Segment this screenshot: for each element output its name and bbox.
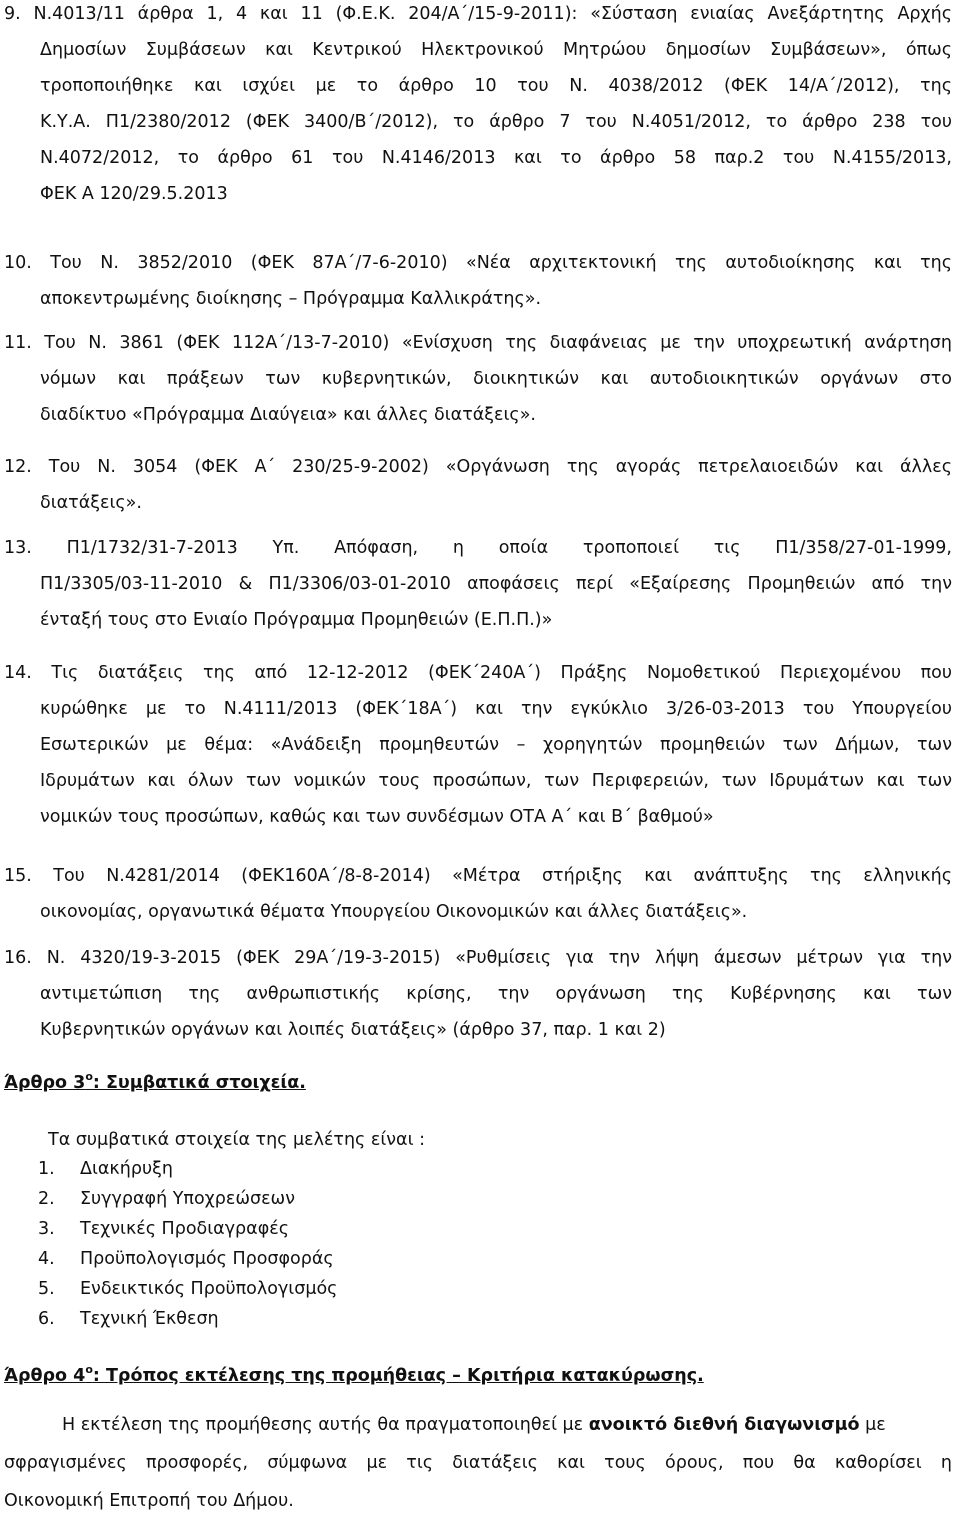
text-line: Δημοσίων Συμβάσεων και Κεντρικού Ηλεκτρονικού Μητρώου δημοσίων Συμβάσεων», όπως — [40, 40, 952, 60]
list-item-13 — [4, 530, 952, 638]
list-item — [38, 1304, 438, 1334]
text-line: 12. Του Ν. 3054 (ΦΕΚ Α΄ 230/25-9-2002) «Οργάνωση της αγοράς πετρελαιοειδών και άλλες — [4, 457, 952, 477]
article-3-intro: Τα συμβατικά στοιχεία της μελέτης είναι : — [48, 1130, 425, 1150]
list-number: 1. — [38, 1159, 55, 1179]
list-item-9 — [4, 0, 952, 212]
text-line: Π1/3305/03-11-2010 & Π1/3306/03-01-2010 αποφάσεις περί «Εξαίρεσης Προμηθειών από την — [40, 574, 952, 594]
text-line: 10. Του Ν. 3852/2010 (ΦΕΚ 87Α΄/7-6-2010) «Νέα αρχιτεκτονική της αυτοδιοίκησης και της — [4, 253, 952, 273]
list-item — [38, 1274, 438, 1304]
text-line: οικονομίας, οργανωτικά θέματα Υπουργείου Οικονομικών και άλλες διατάξεις». — [40, 902, 748, 922]
paragraph-text: με — [865, 1415, 886, 1435]
heading-title: : Συμβατικά στοιχεία. — [92, 1073, 306, 1093]
text-line: τροποποιήθηκε και ισχύει με το άρθρο 10 του Ν. 4038/2012 (ΦΕΚ 14/Α΄/2012), της — [40, 76, 952, 96]
list-item-12 — [4, 449, 952, 521]
text-line: ένταξή τους στο Ενιαίο Πρόγραμμα Προμηθειών (Ε.Π.Π.)» — [40, 610, 553, 630]
list-item — [38, 1184, 438, 1214]
text-line: αποκεντρωμένης διοίκησης – Πρόγραμμα Καλλικράτης». — [40, 289, 542, 309]
article-3-heading — [4, 1071, 306, 1095]
paragraph-text: Η εκτέλεση της προμήθεσης αυτής θα πραγματοποιηθεί με — [62, 1415, 584, 1435]
text-line: Εσωτερικών με θέμα: «Ανάδειξη προμηθευτών – χορηγητών προμηθειών των Δήμων, των — [40, 735, 952, 755]
contract-documents-list — [38, 1154, 438, 1334]
list-item — [38, 1154, 438, 1184]
list-text: Συγγραφή Υποχρεώσεων — [80, 1189, 295, 1209]
list-item-15 — [4, 858, 952, 930]
text-line: νόμων και πράξεων των κυβερνητικών, διοικητικών και αυτοδιοικητικών οργάνων στο — [40, 369, 952, 389]
text-line: αντιμετώπιση της ανθρωπιστικής κρίσης, την οργάνωση της Κυβέρνησης και των — [40, 984, 952, 1004]
text-line: 13. Π1/1732/31-7-2013 Υπ. Απόφαση, η οποία τροποποιεί τις Π1/358/27-01-1999, — [4, 538, 952, 558]
procedure-type-bold: ανοικτό διεθνή διαγωνισμό — [588, 1415, 860, 1435]
heading-prefix: Άρθρο 3 — [4, 1073, 86, 1093]
text-line — [4, 1406, 952, 1444]
text-line: Ιδρυμάτων και όλων των νομικών τους προσώπων, των Περιφερειών, των Ιδρυμάτων και των — [40, 771, 952, 791]
list-text: Διακήρυξη — [80, 1159, 173, 1179]
article-4-paragraph — [4, 1406, 952, 1520]
list-number: 6. — [38, 1309, 55, 1329]
text-line: 9. Ν.4013/11 άρθρα 1, 4 και 11 (Φ.Ε.Κ. 204/Α΄/15-9-2011): «Σύσταση ενιαίας Ανεξάρτητης Αρχής — [4, 4, 952, 24]
text-line: σφραγισμένες προσφορές, σύμφωνα με τις διατάξεις και τους όρους, που θα καθορίσει η — [4, 1453, 952, 1473]
heading-prefix: Άρθρο 4 — [4, 1366, 86, 1386]
list-item — [38, 1214, 438, 1244]
heading-superscript: ο — [85, 1070, 93, 1083]
text-line: 16. Ν. 4320/19-3-2015 (ΦΕΚ 29Α΄/19-3-2015) «Ρυθμίσεις για την λήψη άμεσων μέτρων για την — [4, 948, 952, 968]
list-item-10 — [4, 245, 952, 317]
text-line: διαδίκτυο «Πρόγραμμα Διαύγεια» και άλλες διατάξεις». — [40, 405, 536, 425]
text-line: νομικών τους προσώπων, καθώς και των συνδέσμων ΟΤΑ Α΄ και Β΄ βαθμού» — [40, 807, 714, 827]
text-line: Οικονομική Επιτροπή του Δήμου. — [4, 1491, 294, 1511]
text-line: διατάξεις». — [40, 493, 142, 513]
list-number: 2. — [38, 1189, 55, 1209]
list-item — [38, 1244, 438, 1274]
text-line: 15. Του Ν.4281/2014 (ΦΕΚ160Α΄/8-8-2014) «Μέτρα στήριξης και ανάπτυξης της ελληνικής — [4, 866, 952, 886]
text-line: Κυβερνητικών οργάνων και λοιπές διατάξεις» (άρθρο 37, παρ. 1 και 2) — [40, 1020, 666, 1040]
heading-superscript: ο — [85, 1363, 93, 1376]
list-item-11 — [4, 325, 952, 433]
list-item-14 — [4, 655, 952, 835]
list-number: 3. — [38, 1219, 55, 1239]
text-line: Ν.4072/2012, το άρθρο 61 του Ν.4146/2013 και το άρθρο 58 παρ.2 του Ν.4155/2013, — [40, 148, 952, 168]
text-line: 11. Του Ν. 3861 (ΦΕΚ 112Α΄/13-7-2010) «Ενίσχυση της διαφάνειας με την υποχρεωτική ανάρτηση — [4, 333, 952, 353]
list-text: Τεχνικές Προδιαγραφές — [80, 1219, 289, 1239]
list-text: Τεχνική Έκθεση — [80, 1309, 219, 1329]
text-line: Κ.Υ.Α. Π1/2380/2012 (ΦΕΚ 3400/Β΄/2012), το άρθρο 7 του Ν.4051/2012, το άρθρο 238 του — [40, 112, 952, 132]
list-text: Προϋπολογισμός Προσφοράς — [80, 1249, 334, 1269]
article-4-heading — [4, 1364, 704, 1388]
list-number: 5. — [38, 1279, 55, 1299]
text-line: ΦΕΚ Α 120/29.5.2013 — [40, 184, 228, 204]
list-text: Ενδεικτικός Προϋπολογισμός — [80, 1279, 338, 1299]
heading-title: : Τρόπος εκτέλεσης της προμήθειας – Κριτήρια κατακύρωσης. — [92, 1366, 704, 1386]
list-number: 4. — [38, 1249, 55, 1269]
list-item-16 — [4, 940, 952, 1048]
text-line: 14. Τις διατάξεις της από 12-12-2012 (ΦΕΚ΄240Α΄) Πράξης Νομοθετικού Περιεχομένου που — [4, 663, 952, 683]
text-line: κυρώθηκε με το Ν.4111/2013 (ΦΕΚ΄18Α΄) και την εγκύκλιο 3/26-03-2013 του Υπουργείου — [40, 699, 952, 719]
